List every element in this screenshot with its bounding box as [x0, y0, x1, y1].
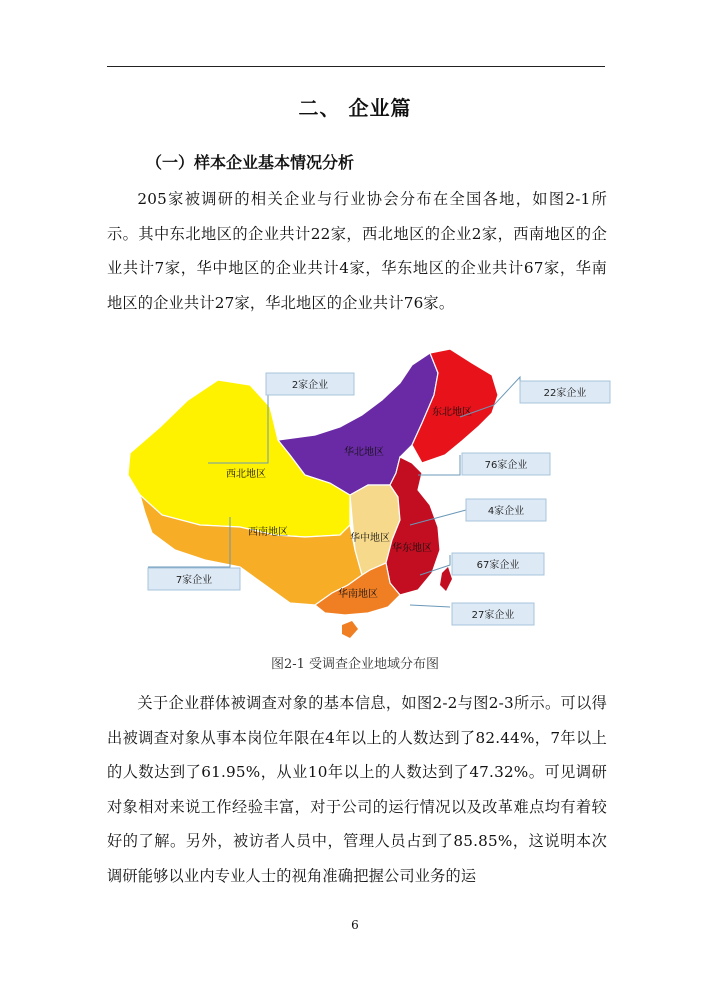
svg-text:4家企业: 4家企业 — [487, 506, 525, 517]
svg-text:27家企业: 27家企业 — [471, 610, 515, 621]
label-northeast: 东北地区 — [432, 407, 472, 418]
header-rule — [107, 66, 605, 67]
callout-northeast — [520, 381, 610, 403]
island-taiwan — [440, 567, 452, 591]
callout-central — [466, 499, 546, 521]
svg-text:67家企业: 67家企业 — [476, 560, 520, 571]
svg-text:7家企业: 7家企业 — [175, 575, 213, 586]
paragraph-intro: 205家被调研的相关企业与行业协会分布在全国各地，如图2-1所示。其中东北地区的企业共计22家，西北地区的企业2家，西南地区的企业共计7家，华中地区的企业共计4家，华东地区的企业共计67家，华南地区的企业共计27家，华北地区的企业共计76家。 — [107, 190, 607, 312]
paragraph-survey: 关于企业群体被调查对象的基本信息，如图2-2与图2-3所示。可以得出被调查对象从事本岗位年限在4年以上的人数达到了82.44%，7年以上的人数达到了61.95%，从业10年以上的人数达到了47.32%。可见调研对象相对来说工作经验丰富，对于公司的运行情况以及改革难点均有着较好的了解。另外，被访者人员中，管理人员占到了85.85%，这说明本次调研能够以业内专业人士的视角准确把握公司业务的运 — [107, 694, 607, 885]
svg-text:22家企业: 22家企业 — [543, 388, 587, 399]
label-central: 华中地区 — [350, 533, 390, 544]
callout-northwest — [266, 373, 354, 395]
region-map-figure — [100, 345, 630, 645]
label-south: 华南地区 — [338, 589, 378, 600]
callout-east — [452, 553, 544, 575]
china-region-map — [100, 345, 630, 645]
svg-text:2家企业: 2家企业 — [291, 380, 329, 391]
callout-southwest — [148, 568, 240, 590]
label-northwest: 西北地区 — [226, 469, 266, 480]
callout-south — [452, 603, 534, 625]
section-title: （一）样本企业基本情况分析 — [146, 153, 355, 172]
page-number: 6 — [351, 918, 359, 932]
svg-text:76家企业: 76家企业 — [484, 460, 528, 471]
label-north: 华北地区 — [344, 447, 384, 458]
label-east: 华东地区 — [392, 543, 432, 554]
callout-north — [462, 453, 550, 475]
chapter-title: 二、 企业篇 — [298, 96, 412, 120]
island-hainan — [342, 621, 358, 638]
figure-caption: 图2-1 受调查企业地域分布图 — [270, 657, 440, 672]
label-southwest: 西南地区 — [248, 527, 288, 538]
